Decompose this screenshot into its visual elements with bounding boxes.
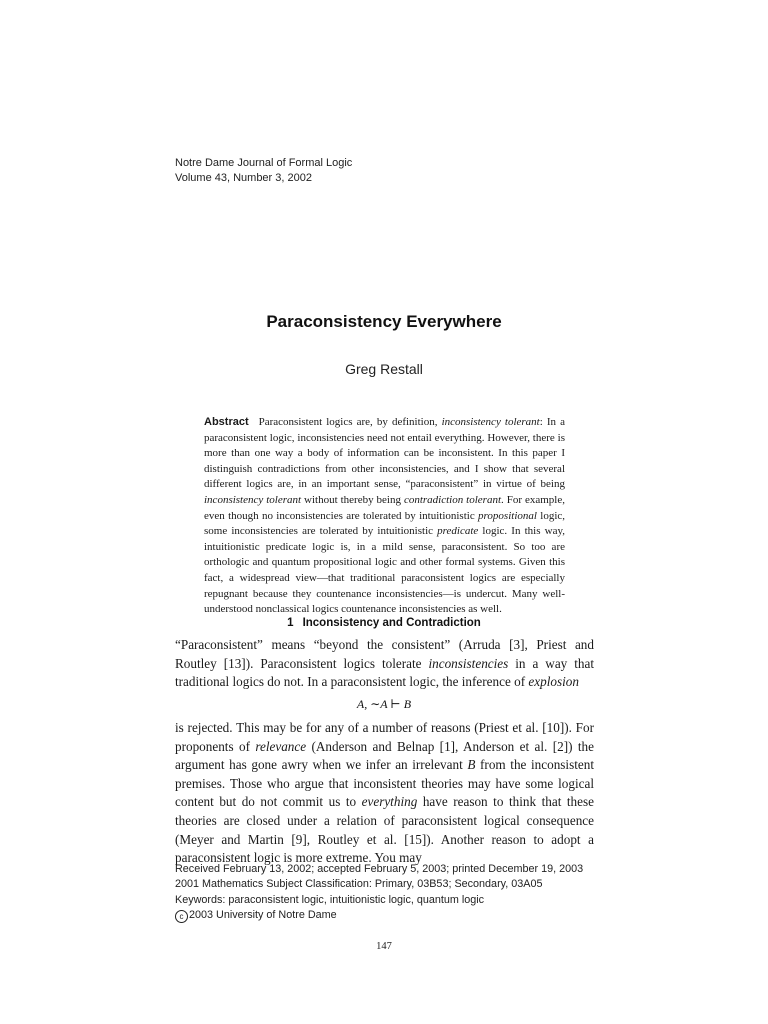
emphasis-text: contradiction tolerant	[403, 493, 502, 506]
footer-notes	[175, 862, 583, 924]
page-number: 147	[376, 941, 392, 952]
emphasis-text: inconsistency tolerant	[204, 493, 302, 506]
explosion-formula: A, ∼A ⊢ B	[356, 697, 412, 711]
section-number: 1	[287, 617, 294, 629]
text-run: logic. In this way, intuitionistic predicate logic is, in a mild sense, paraconsistent. So too are orthologic and quantum propositional logic and other formal systems. Given this fact, a widespread view—that traditional paraconsistent logics are especially repugnant because they countenance inconsistencies—is undercut. Many well-understood nonclassical logics countenance inconsistencies as well.	[204, 525, 565, 616]
emphasis-text: propositional	[478, 509, 537, 522]
journal-header	[175, 156, 352, 186]
emphasis-text: everything	[361, 794, 418, 810]
text-run: have reason to think that these theories are closed under a relation of paraconsistent logical consequence (Meyer and Martin [9], Routley et al. [15]). Another reason to adopt a paraconsistent logic is more extreme. You may	[175, 794, 594, 866]
text-run: Paraconsistent logics are, by definition,	[258, 416, 442, 428]
section-title: Inconsistency and Contradiction	[302, 617, 481, 629]
text-run: logic, some inconsistencies are tolerated by intuitionistic	[204, 509, 566, 538]
emphasis-text: inconsistencies	[428, 655, 509, 671]
text-run: “Paraconsistent” means “beyond the consistent” (Arruda [3], Priest and Routley [13]). Paraconsistent logics tolerate	[175, 637, 594, 671]
abstract-label: Abstract	[204, 416, 249, 428]
received-dates: Received February 13, 2002; accepted February 5, 2003; printed December 19, 2003	[175, 863, 584, 875]
text-run: is rejected. This may be for any of a number of reasons (Priest et al. [10]). For proponents of	[175, 720, 594, 754]
emphasis-text: explosion	[528, 674, 579, 690]
journal-name: Notre Dame Journal of Formal Logic	[175, 157, 353, 169]
journal-volume: Volume 43, Number 3, 2002	[175, 172, 312, 184]
abstract-text	[204, 416, 565, 615]
keywords: Keywords: paraconsistent logic, intuitionistic logic, quantum logic	[175, 893, 485, 906]
body-paragraph-1	[175, 636, 594, 692]
body-paragraph-2	[175, 719, 594, 868]
emphasis-text: inconsistency tolerant	[441, 416, 540, 428]
emphasis-text: B	[467, 757, 476, 773]
copyright-icon: c	[175, 910, 188, 923]
abstract	[204, 415, 565, 618]
text-run: from the inconsistent premises. Those who argue that inconsistent theories may have some logical content but do not commit us to	[175, 757, 594, 810]
text-run: . For example, even though no inconsistencies are tolerated by intuitionistic	[204, 493, 565, 522]
text-run: in a way that traditional logics do not. In a paraconsistent logic, the inference of	[175, 655, 595, 690]
author-name: Greg Restall	[345, 361, 423, 377]
text-run: : In a paraconsistent logic, inconsistencies need not entail everything. However, there is more than one way a body of information can be inconsistent. In this paper I distinguish contradictions from other inconsistencies, and I show that several different logics are, in an important sense, “paraconsistent” in virtue of being	[204, 416, 566, 491]
section-heading	[0, 617, 768, 629]
emphasis-text: relevance	[255, 738, 307, 754]
emphasis-text: predicate	[437, 525, 479, 538]
paper-title: Paraconsistency Everywhere	[266, 312, 502, 331]
copyright-line	[175, 908, 583, 923]
text-run: (Anderson and Belnap [1], Anderson et al. [2]) the argument has gone awry when we infer an irrelevant	[175, 738, 594, 773]
text-run: without thereby being	[301, 493, 404, 506]
copyright-text: 2003 University of Notre Dame	[189, 909, 337, 922]
msc-classification: 2001 Mathematics Subject Classification: Primary, 03B53; Secondary, 03A05	[175, 878, 543, 891]
